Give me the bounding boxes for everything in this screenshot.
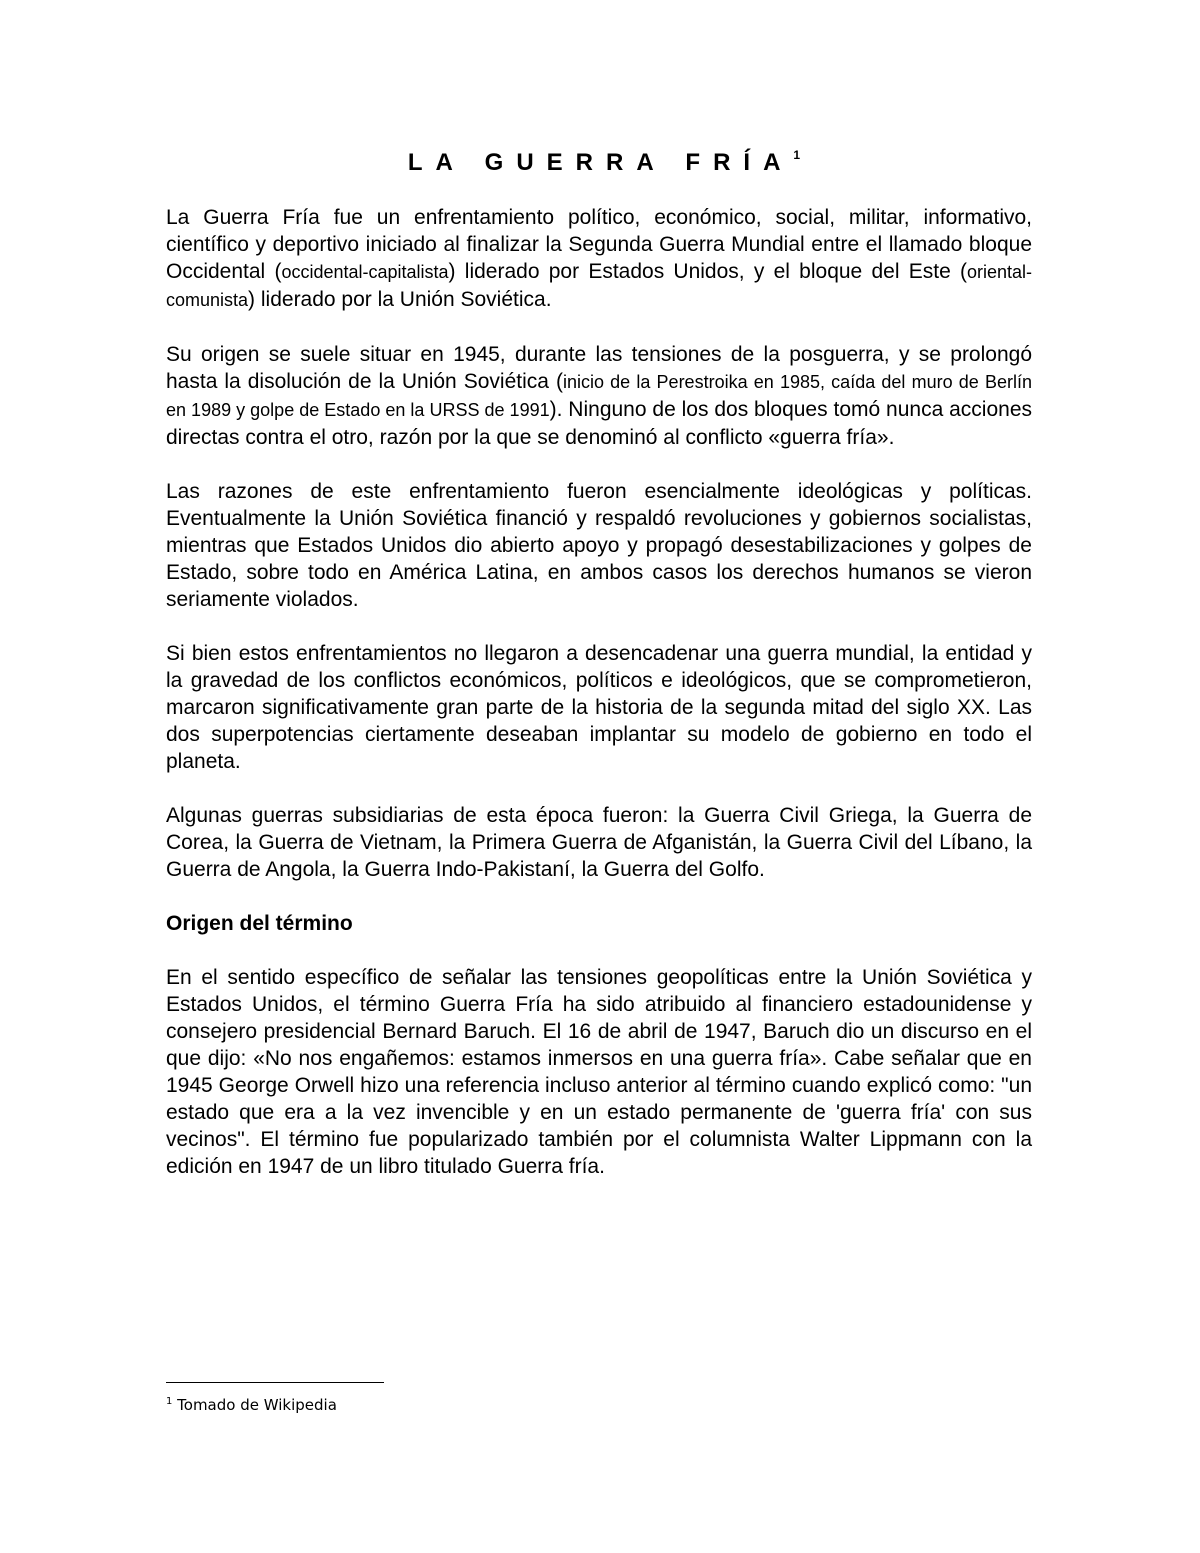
paragraph-2-text-c: ). Ninguno de los dos bloques tomó nunca acciones directas contra el otro, razón por la que se denominó al conflicto «guerra fría». xyxy=(166,398,1032,449)
footnote-text: Tomado de Wikipedia xyxy=(177,1396,337,1414)
paragraph-2 xyxy=(166,341,1032,451)
footnote-separator xyxy=(166,1382,384,1383)
title-footnote-mark: 1 xyxy=(793,148,801,162)
paragraph-1-text-e: ) liderado por la Unión Soviética. xyxy=(248,288,552,311)
section-heading: Origen del término xyxy=(166,912,353,935)
paragraph-6: En el sentido específico de señalar las tensiones geopolíticas entre la Unión Soviética y Estados Unidos, el término Guerra Fría ha sido atribuido al financiero estadounidense y consejero presidencial Bernard Baruch. El 16 de abril de 1947, Baruch dio un discurso en el que dijo: «No nos engañemos: estamos inmersos en una guerra fría». Cabe señalar que en 1945 George Orwell hizo una referencia incluso anterior al término cuando explicó como: "un estado que era a la vez invencible y en un estado permanente de 'guerra fría' con sus vecinos". El término fue popularizado también por el columnista Walter Lippmann con la edición en 1947 de un libro titulado Guerra fría. xyxy=(166,966,1032,1178)
paragraph-1-text-c: ) liderado por Estados Unidos, y el bloque del Este ( xyxy=(448,260,967,283)
paragraph-2-text-a: Su origen se suele situar en 1945, durante las tensiones de la posguerra, y se prolongó hasta la disolución de la Unión Soviética ( xyxy=(166,343,1032,393)
paragraph-1-text-b: occidental-capitalista xyxy=(281,262,449,282)
title-text: LA GUERRA FRÍA xyxy=(407,149,794,176)
paragraph-1-text-a: La Guerra Fría fue un enfrentamiento político, económico, social, militar, informativo, científico y deportivo iniciado al finalizar la Segunda Guerra Mundial entre el llamado bloque Occidental ( xyxy=(166,206,1032,283)
paragraph-2-text-b: inicio de la Perestroika en 1985, caída del muro de Berlín en 1989 y golpe de Estado en la URSS de 1991 xyxy=(166,372,1032,420)
document-body xyxy=(166,140,1032,1207)
paragraph-3: Las razones de este enfrentamiento fueron esencialmente ideológicas y políticas. Eventualmente la Unión Soviética financió y respaldó revoluciones y gobiernos socialistas, mientras que Estados Unidos dio abierto apoyo y propagó desestabilizaciones y golpes de Estado, sobre todo en América Latina, en ambos casos los derechos humanos se vieron seriamente violados. xyxy=(166,480,1032,611)
paragraph-5: Algunas guerras subsidiarias de esta época fueron: la Guerra Civil Griega, la Guerra de Corea, la Guerra de Vietnam, la Primera Guerra de Afganistán, la Guerra Civil del Líbano, la Guerra de Angola, la Guerra Indo-Pakistaní, la Guerra del Golfo. xyxy=(166,804,1032,881)
paragraph-4: Si bien estos enfrentamientos no llegaron a desencadenar una guerra mundial, la entidad y la gravedad de los conflictos económicos, políticos e ideológicos, que se comprometieron, marcaron significativamente gran parte de la historia de la segunda mitad del siglo XX. Las dos superpotencias ciertamente deseaban implantar su modelo de gobierno en todo el planeta. xyxy=(166,642,1032,773)
paragraph-1-text-d: oriental-comunista xyxy=(166,262,1033,310)
footnote xyxy=(166,1391,337,1416)
paragraph-1 xyxy=(166,204,1032,314)
document-title xyxy=(166,140,1032,180)
footnote-mark: 1 xyxy=(166,1396,173,1407)
